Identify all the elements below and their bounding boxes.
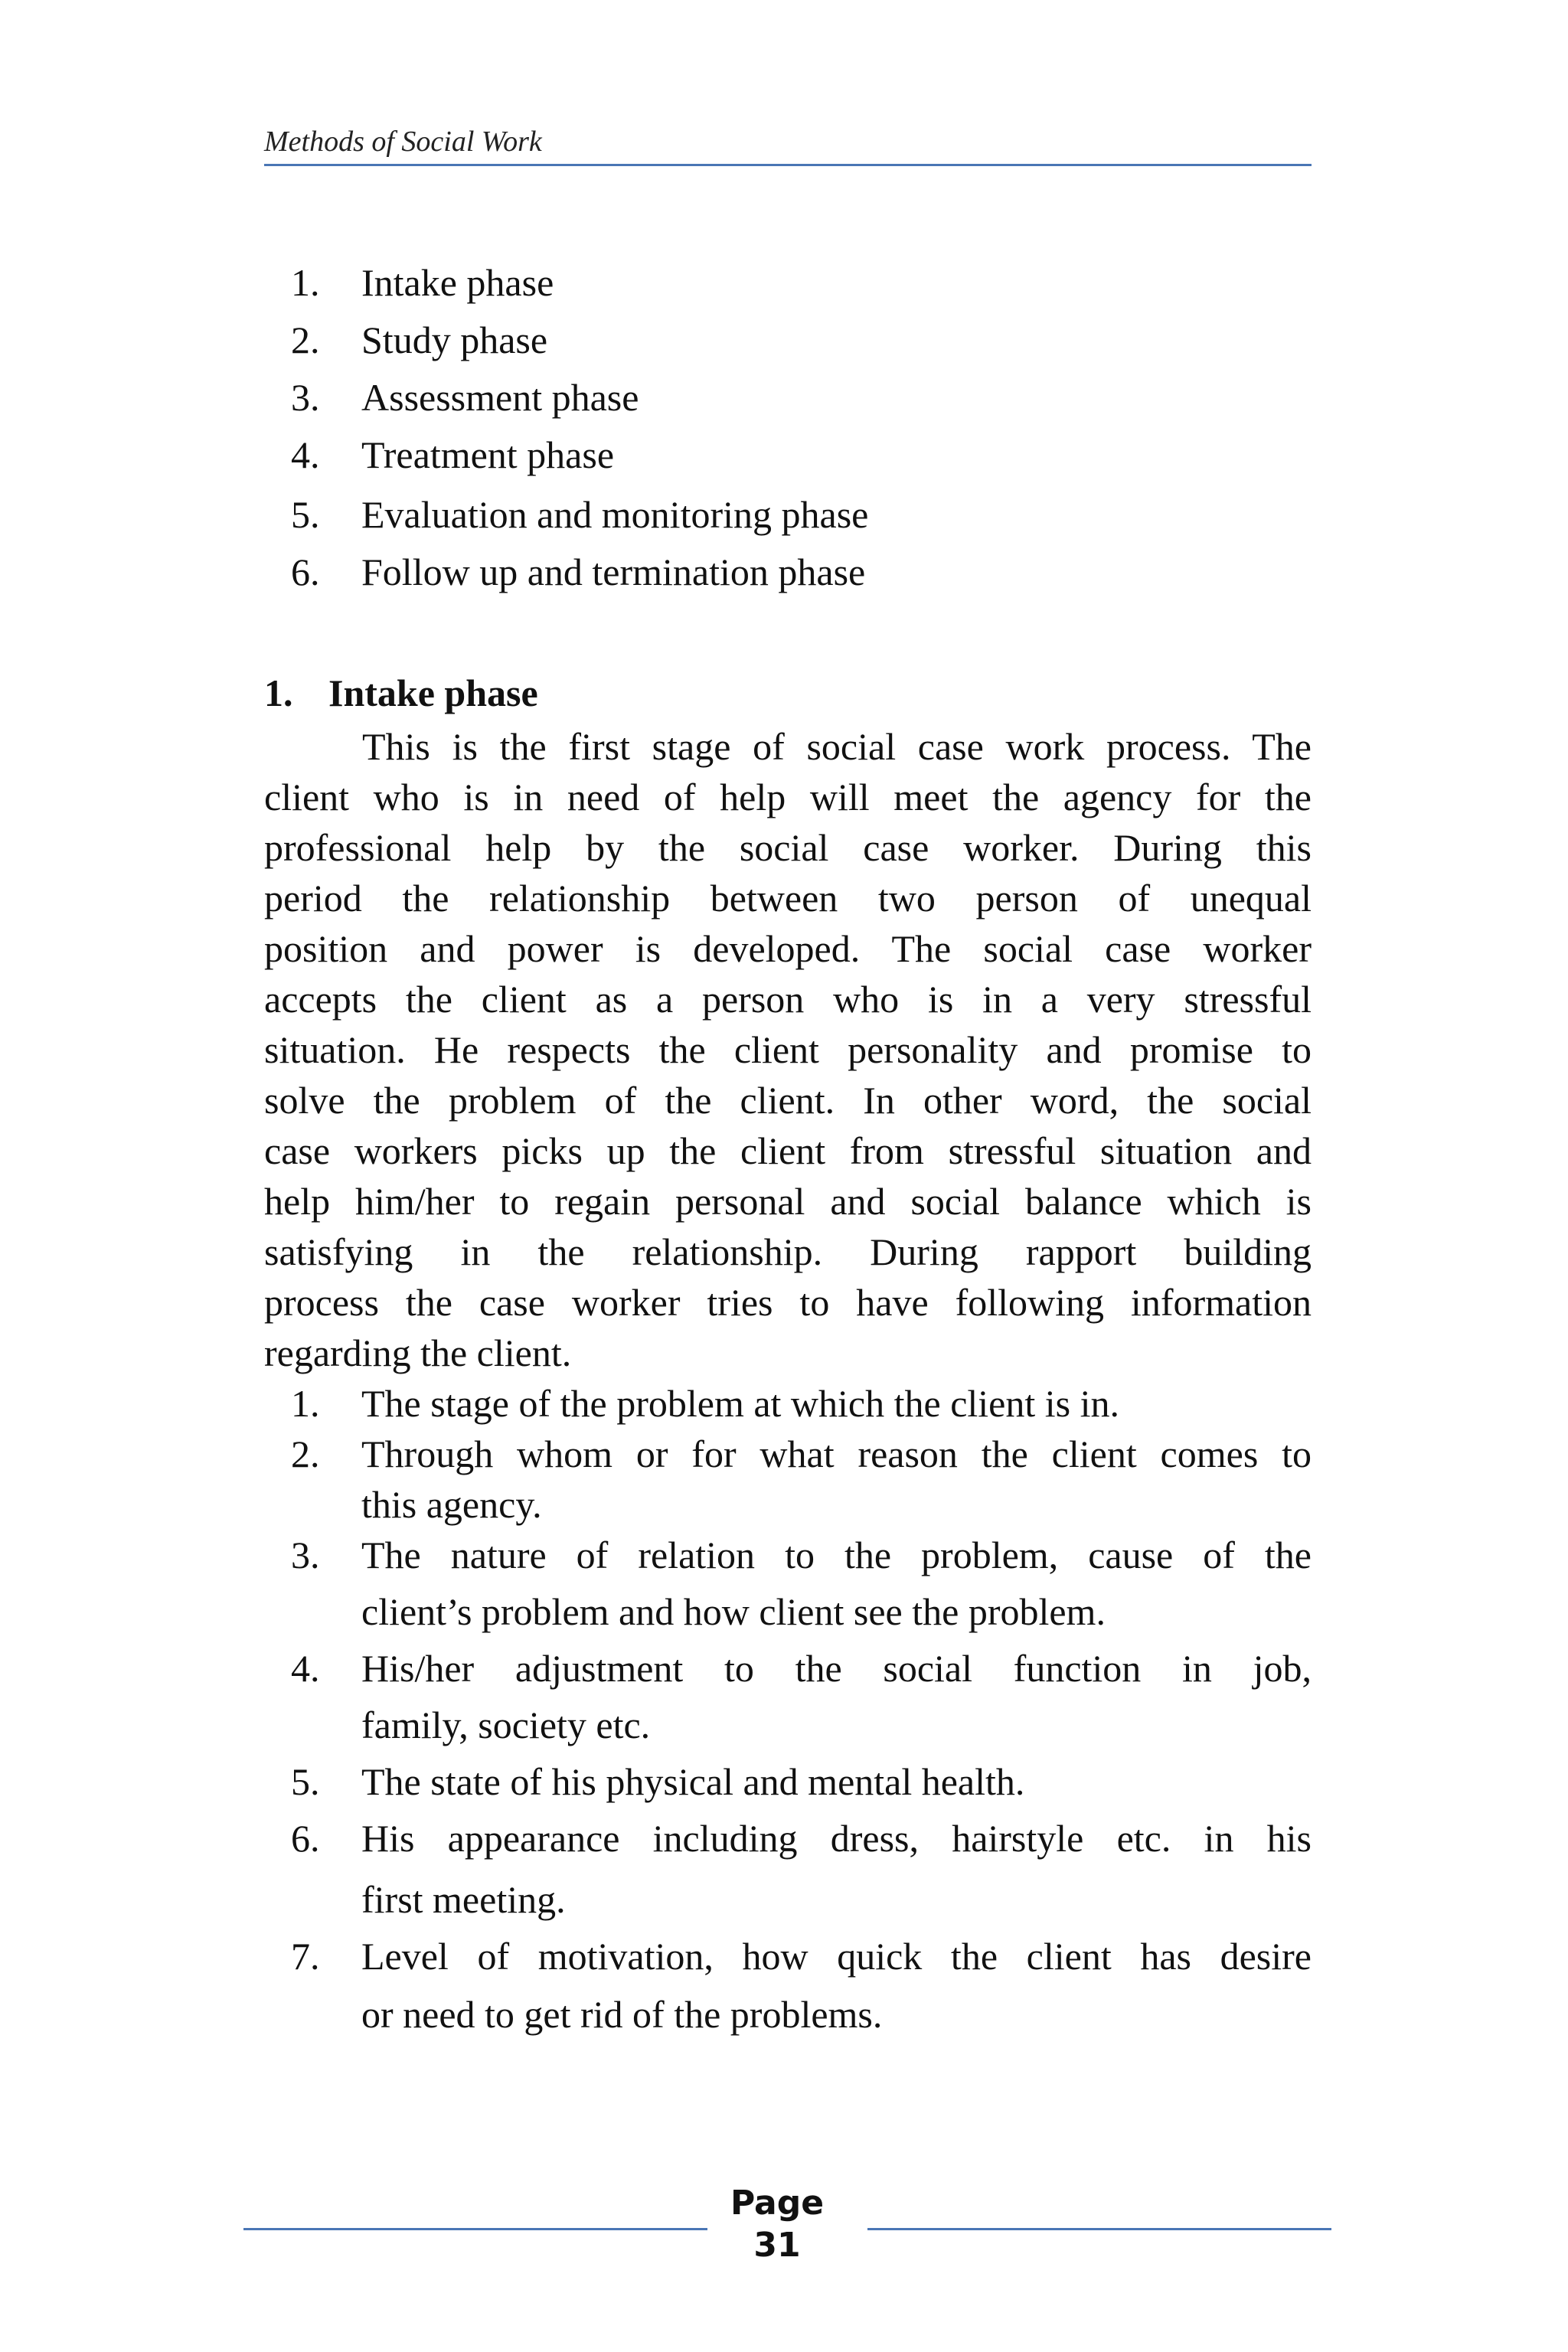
phase-number: 4. xyxy=(291,433,320,476)
info-line: family, society etc. xyxy=(361,1704,651,1746)
info-number: 3. xyxy=(291,1534,320,1576)
phase-label: Follow up and termination phase xyxy=(361,550,866,593)
phase-number: 6. xyxy=(291,550,320,593)
phase-label: Treatment phase xyxy=(361,433,615,476)
phase-label: Evaluation and monitoring phase xyxy=(361,493,869,536)
info-line: first meeting. xyxy=(361,1878,566,1921)
info-line: client’s problem and how client see the problem. xyxy=(361,1590,1106,1633)
phase-label: Assessment phase xyxy=(361,376,639,419)
phase-label: Intake phase xyxy=(361,261,554,304)
phase-number: 1. xyxy=(291,261,320,304)
info-number: 4. xyxy=(291,1647,320,1690)
paragraph-line: regarding the client. xyxy=(264,1331,572,1374)
paragraph-line: This is the first stage of social case work process. The xyxy=(362,725,1312,768)
info-number: 7. xyxy=(291,1935,320,1978)
info-line: The nature of relation to the problem, cause of the xyxy=(361,1534,1312,1576)
paragraph-line: case workers picks up the client from stressful situation and xyxy=(264,1129,1312,1172)
paragraph-line: satisfying in the relationship. During rapport building xyxy=(264,1230,1312,1273)
paragraph-line: client who is in need of help will meet the agency for the xyxy=(264,776,1312,818)
info-line: this agency. xyxy=(361,1483,542,1526)
page-number xyxy=(727,2182,827,2266)
phase-item xyxy=(291,263,554,302)
phase-number: 2. xyxy=(291,318,320,361)
info-line: The state of his physical and mental health. xyxy=(361,1760,1025,1803)
info-line: Level of motivation, how quick the client has desire xyxy=(361,1935,1312,1978)
phase-label: Study phase xyxy=(361,318,548,361)
paragraph-line: accepts the client as a person who is in a very stressful xyxy=(264,978,1312,1021)
info-line: or need to get rid of the problems. xyxy=(361,1993,883,2036)
page-number-value: 31 xyxy=(753,2226,801,2265)
footer-rule-right xyxy=(867,2228,1331,2230)
info-line: The stage of the problem at which the client is in. xyxy=(361,1382,1119,1425)
paragraph-line: process the case worker tries to have following information xyxy=(264,1281,1312,1324)
paragraph-line: solve the problem of the client. In other word, the social xyxy=(264,1079,1312,1122)
header-title: Methods of Social Work xyxy=(264,126,542,158)
info-number: 5. xyxy=(291,1760,320,1803)
section-title: Intake phase xyxy=(328,671,538,714)
section-heading xyxy=(264,671,538,714)
section-number: 1. xyxy=(264,671,293,714)
paragraph-line: situation. He respects the client personality and promise to xyxy=(264,1028,1312,1071)
phase-item xyxy=(291,550,866,593)
page-label: Page xyxy=(730,2184,825,2223)
footer-rule-left xyxy=(243,2228,707,2230)
phase-number: 3. xyxy=(291,376,320,419)
phase-item xyxy=(291,495,868,534)
info-line: Through whom or for what reason the client comes to xyxy=(361,1432,1312,1475)
phase-item xyxy=(291,433,615,476)
phase-item xyxy=(291,376,639,419)
paragraph-line: help him/her to regain personal and social balance which is xyxy=(264,1180,1312,1223)
paragraph-line: period the relationship between two person of unequal xyxy=(264,877,1312,920)
info-number: 6. xyxy=(291,1817,320,1860)
info-line: His appearance including dress, hairstyle etc. in his xyxy=(361,1817,1312,1860)
paragraph-line: position and power is developed. The social case worker xyxy=(264,927,1312,970)
phase-item xyxy=(291,318,548,361)
info-number: 1. xyxy=(291,1382,320,1425)
header-rule xyxy=(264,164,1312,166)
phase-number: 5. xyxy=(291,493,320,536)
paragraph-line: professional help by the social case worker. During this xyxy=(264,826,1312,869)
info-line: His/her adjustment to the social function in job, xyxy=(361,1647,1312,1690)
info-number: 2. xyxy=(291,1432,320,1475)
